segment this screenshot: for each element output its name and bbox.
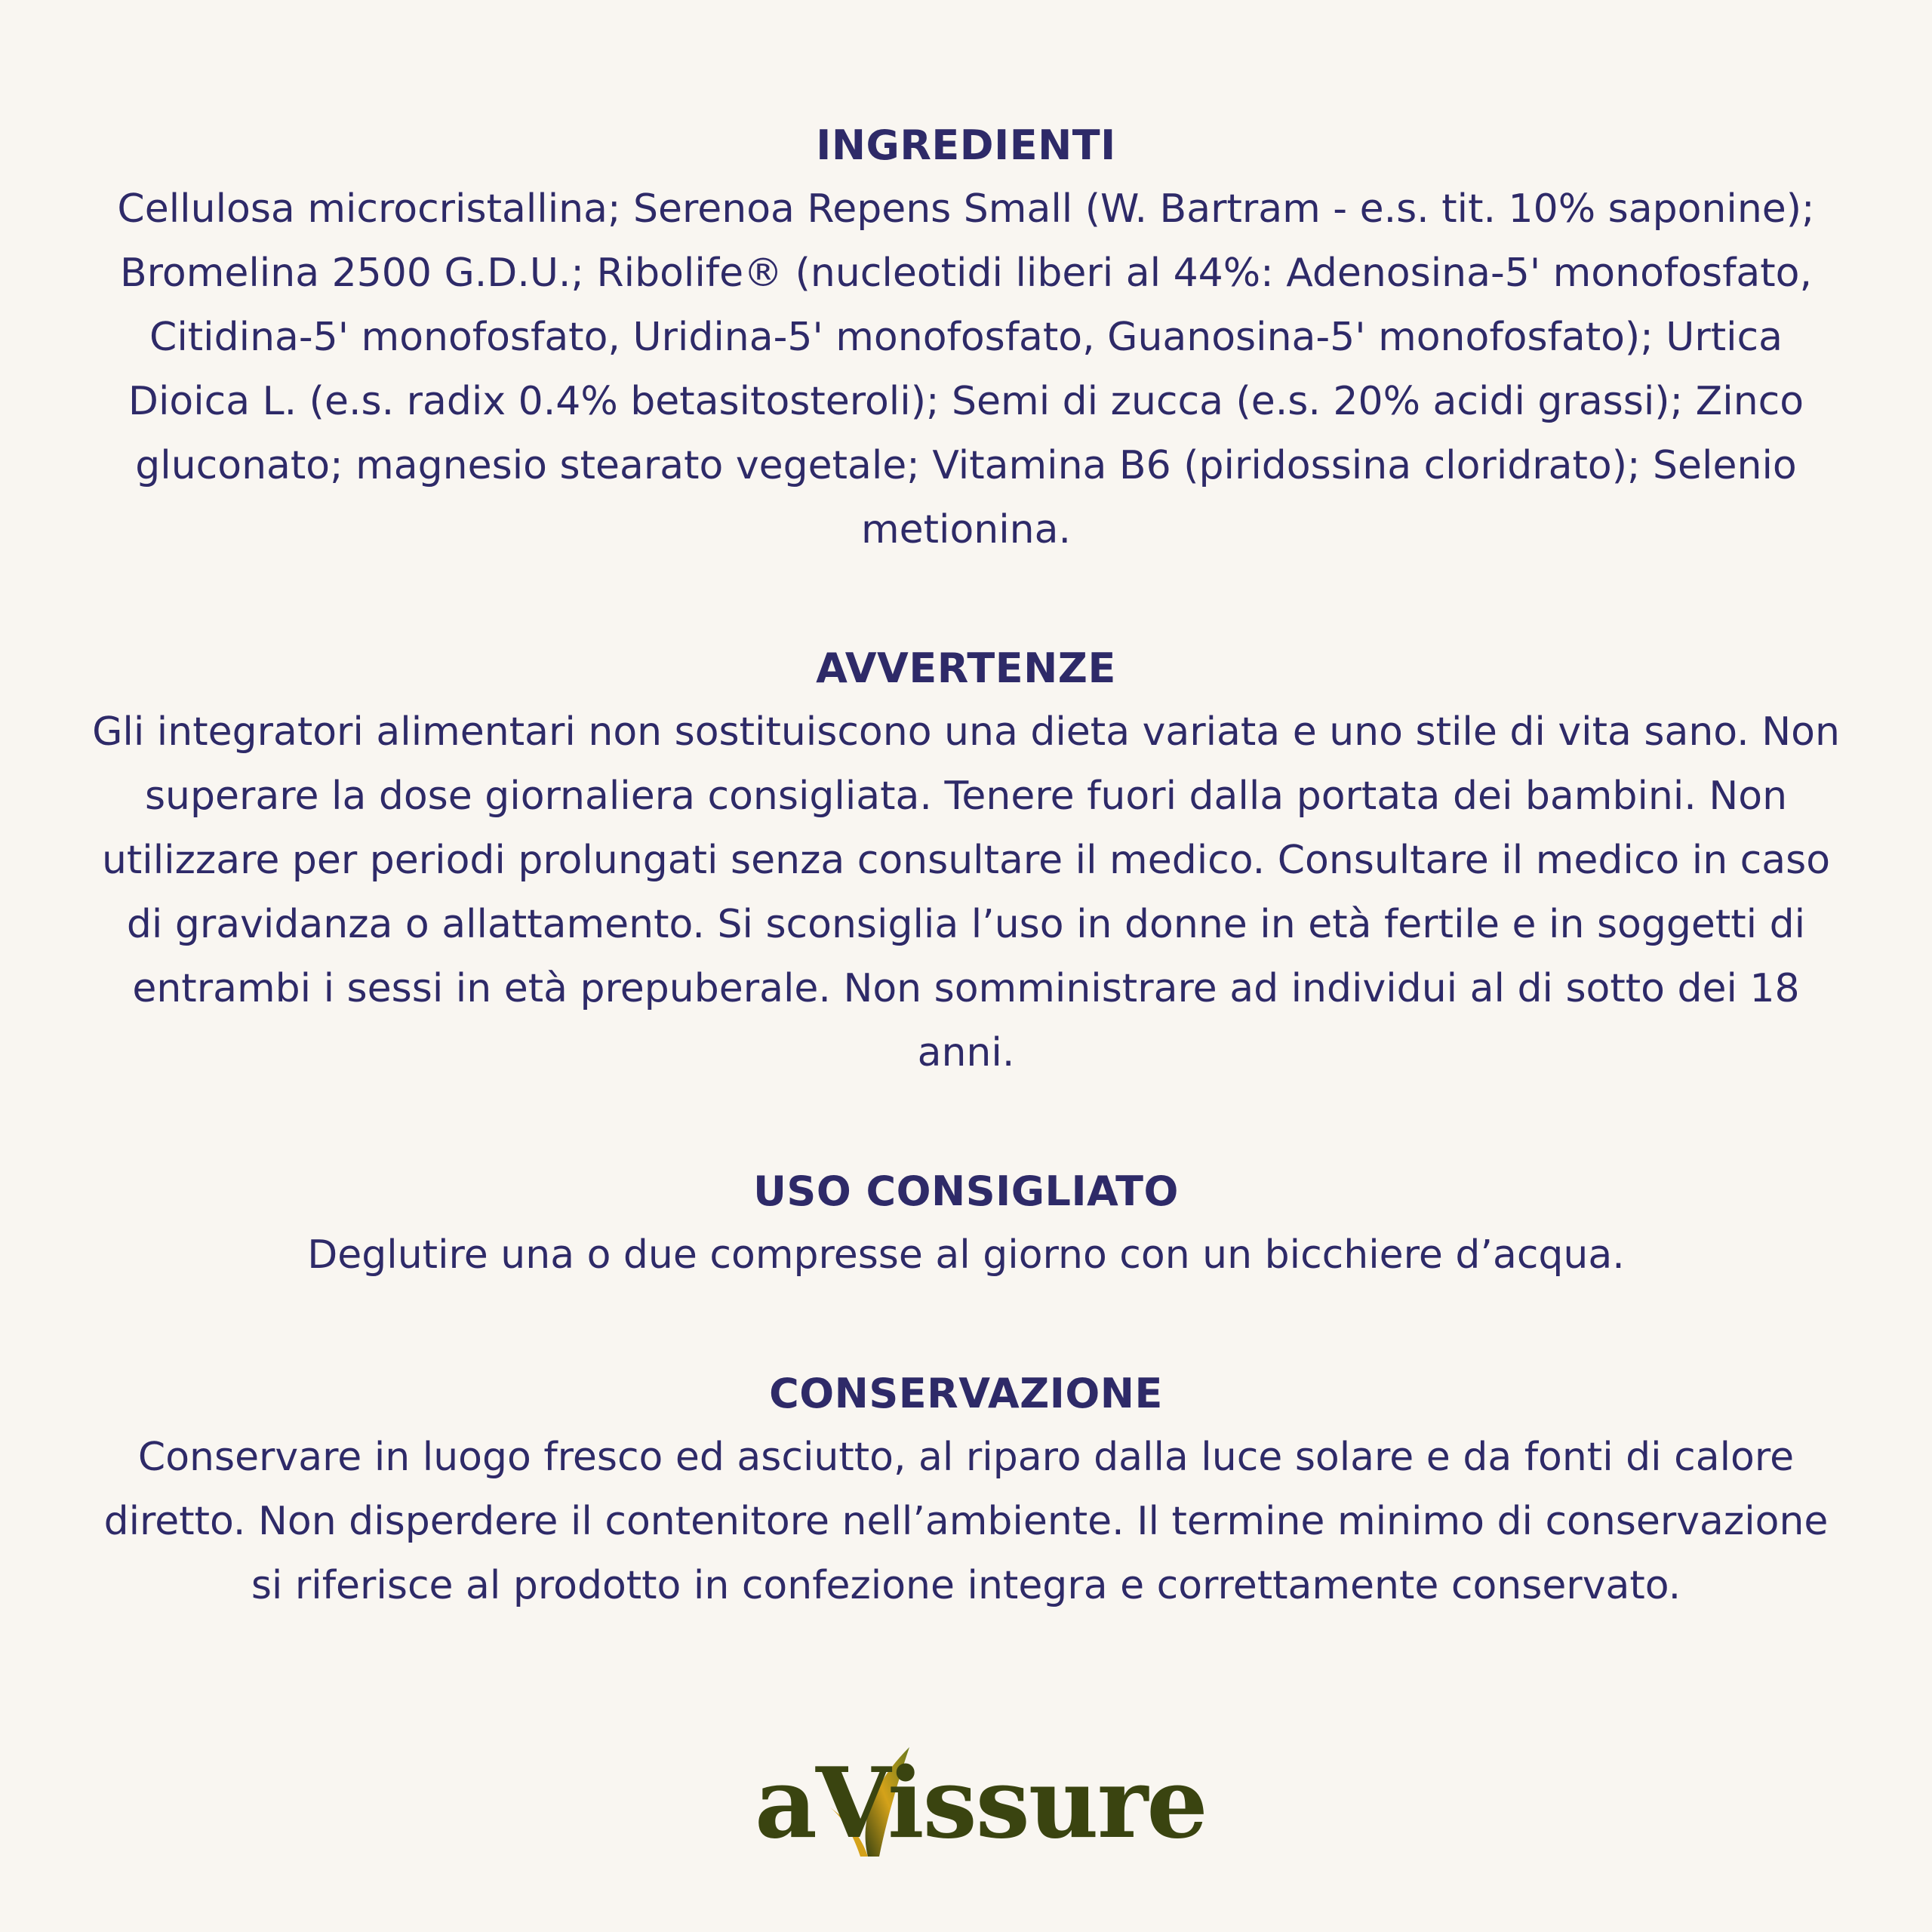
section-text-conservazione: Conservare in luogo fresco ed asciutto, al riparo dalla luce solare e da fonti di calore diretto. Non disperdere il contenitore nell’ambiente. Il termine minimo di conservazione si riferisce al prodotto in confezione integra e correttamente conservato. — [103, 1435, 1829, 1608]
section-ingredienti — [91, 113, 1841, 562]
section-text-uso-consigliato: Deglutire una o due compresse al giorno con un bicchiere d’acqua. — [307, 1232, 1625, 1278]
brand-logo — [755, 1736, 1207, 1872]
section-avvertenze — [91, 636, 1841, 1085]
section-heading-avvertenze: AVVERTENZE — [816, 645, 1116, 692]
section-text-avvertenze: Gli integratori alimentari non sostituiscono una dieta variata e uno stile di vita sano. Non superare la dose giornaliera consigliata. Tenere fuori dalla portata dei bambini. Non utilizzare per periodi prolungati senza consultare il medico. Consultare il medico in caso di gravidanza o allattamento. Si sconsiglia l’uso in donne in età fertile e in soggetti di entrambi i sessi in età prepuberale. Non somministrare ad individui al di sotto dei 18 anni. — [92, 709, 1840, 1075]
label-content — [91, 113, 1841, 1618]
logo-wordmark: aVissure — [755, 1747, 1207, 1860]
section-heading-ingredienti: INGREDIENTI — [816, 122, 1116, 169]
section-uso-consigliato — [91, 1159, 1841, 1287]
section-conservazione — [91, 1361, 1841, 1618]
section-heading-conservazione: CONSERVAZIONE — [769, 1370, 1163, 1417]
section-heading-uso-consigliato: USO CONSIGLIATO — [753, 1168, 1179, 1215]
section-text-ingredienti: Cellulosa microcristallina; Serenoa Repens Small (W. Bartram - e.s. tit. 10% saponine); Bromelina 2500 G.D.U.; Ribolife® (nucleotidi liberi al 44%: Adenosina-5' monofosfato, Citidina-5' monofosfato, Uridina-5' monofosfato, Guanosina-5' monofosfato); Urtica Dioica L. (e.s. radix 0.4% betasitosteroli); Semi di zucca (e.s. 20% acidi grassi); Zinco gluconato; magnesio stearato vegetale; Vitamina B6 (piridossina cloridrato); Selenio metionina. — [117, 186, 1815, 552]
